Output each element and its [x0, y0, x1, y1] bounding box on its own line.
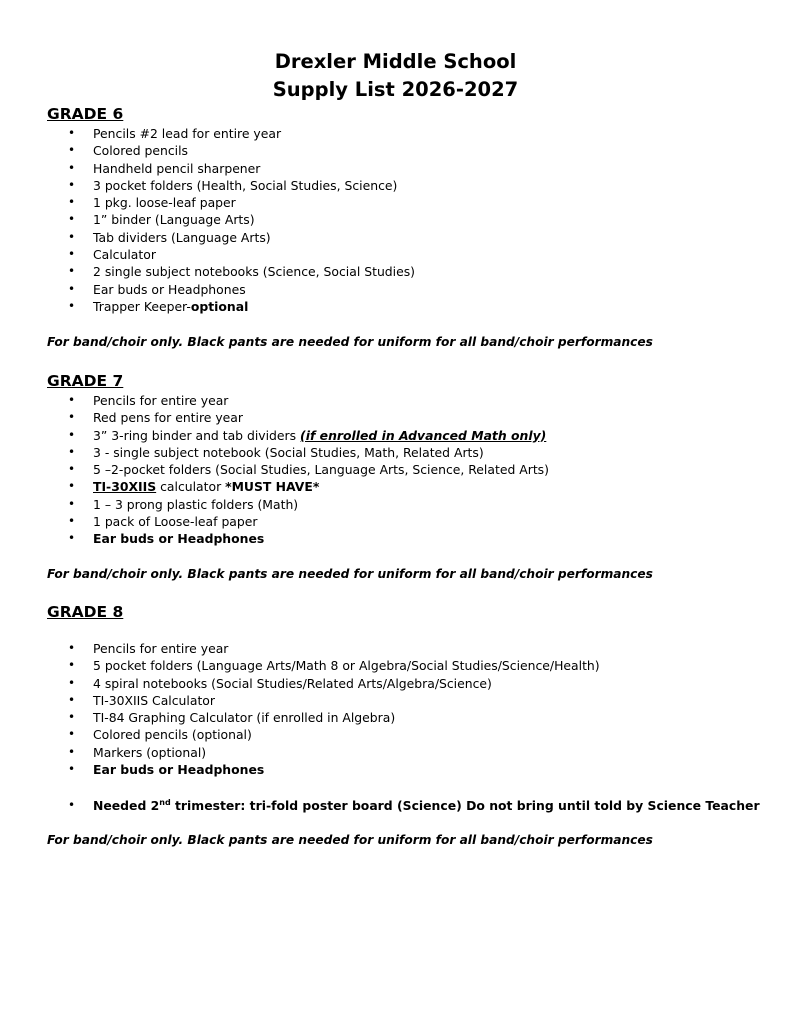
bullet-icon: • [68, 658, 76, 673]
bullet-icon: • [68, 727, 76, 742]
list-item: • Colored pencils [68, 143, 188, 159]
list-item: • Ear buds or Headphones [68, 531, 265, 547]
grade-7-list [0, 392, 549, 548]
bullet-icon: • [68, 514, 76, 529]
list-item: • Pencils #2 lead for entire year [68, 126, 282, 141]
bullet-icon: • [68, 143, 76, 158]
list-item: • Pencils for entire year [68, 641, 229, 656]
bullet-icon: • [68, 675, 76, 690]
list-item: • TI-30XIIS Calculator [68, 692, 215, 708]
bullet-icon: • [68, 641, 76, 655]
list-item: • 3” 3-ring binder and tab dividers (if enrolled in Advanced Math only) [68, 427, 547, 443]
bullet-icon: • [68, 298, 76, 313]
bullet-icon: • [68, 479, 76, 494]
bullet-icon: • [68, 264, 76, 279]
bullet-icon: • [68, 710, 76, 725]
list-item: • Ear buds or Headphones [68, 762, 265, 778]
bullet-icon: • [68, 798, 76, 812]
list-item: • 1 pack of Loose-leaf paper [68, 514, 258, 530]
list-item: • Ear buds or Headphones [68, 281, 246, 297]
page-title: Supply List 2026-2027 [272, 78, 519, 101]
list-item: • 1” binder (Language Arts) [68, 212, 255, 228]
bullet-icon: • [68, 496, 76, 511]
grade-6-heading: GRADE 6 [47, 105, 124, 123]
bullet-icon: • [68, 195, 76, 210]
bullet-icon: • [68, 281, 76, 296]
bullet-icon: • [68, 212, 76, 227]
list-item: • 5 pocket folders (Language Arts/Math 8 or Algebra/Social Studies/Science/Health) [68, 658, 600, 674]
list-item: • Tab dividers (Language Arts) [68, 229, 271, 245]
list-item: • Colored pencils (optional) [68, 727, 252, 743]
band-choir-note: For band/choir only. Black pants are needed for uniform for all band/choir performances [47, 833, 653, 847]
bullet-icon: • [68, 444, 76, 459]
bullet-icon: • [68, 744, 76, 759]
bullet-icon: • [68, 126, 76, 140]
grade-8-list [0, 640, 600, 778]
list-item: • 1 – 3 prong plastic folders (Math) [68, 496, 299, 512]
grade-8-heading: GRADE 8 [47, 603, 124, 621]
bullet-icon: • [68, 427, 76, 442]
grade-7-heading: GRADE 7 [47, 372, 124, 390]
list-item: • Red pens for entire year [68, 410, 243, 426]
list-item: • Handheld pencil sharpener [68, 160, 261, 176]
list-item: • 3 pocket folders (Health, Social Studies, Science) [68, 177, 398, 193]
bullet-icon: • [68, 410, 76, 425]
band-choir-note: For band/choir only. Black pants are needed for uniform for all band/choir performances [47, 335, 653, 349]
grade-8-list-extra [0, 797, 760, 814]
list-item: • 4 spiral notebooks (Social Studies/Related Arts/Algebra/Science) [68, 675, 492, 691]
bullet-icon: • [68, 531, 76, 546]
school-name: Drexler Middle School [274, 50, 517, 73]
list-item: • TI-30XIIS calculator *MUST HAVE* [68, 479, 320, 495]
list-item: • TI-84 Graphing Calculator (if enrolled in Algebra) [68, 710, 396, 726]
bullet-icon: • [68, 692, 76, 707]
bullet-icon: • [68, 160, 76, 175]
bullet-icon: • [68, 229, 76, 244]
list-item: • 1 pkg. loose-leaf paper [68, 195, 236, 211]
grade-6-list [0, 125, 415, 315]
list-item: • Pencils for entire year [68, 393, 229, 408]
bullet-icon: • [68, 177, 76, 192]
list-item: • Calculator [68, 247, 156, 263]
list-item: • Markers (optional) [68, 744, 207, 760]
bullet-icon: • [68, 393, 76, 407]
bullet-icon: • [68, 762, 76, 777]
band-choir-note: For band/choir only. Black pants are needed for uniform for all band/choir performances [47, 567, 653, 581]
list-item: • 3 - single subject notebook (Social Studies, Math, Related Arts) [68, 444, 484, 460]
list-item: • 2 single subject notebooks (Science, Social Studies) [68, 264, 416, 280]
list-item: • Trapper Keeper-optional [68, 298, 249, 314]
list-item: • Needed 2nd trimester: tri-fold poster board (Science) Do not bring until told by Science Teacher [68, 798, 760, 813]
bullet-icon: • [68, 462, 76, 477]
bullet-icon: • [68, 247, 76, 262]
list-item: • 5 –2-pocket folders (Social Studies, Language Arts, Science, Related Arts) [68, 462, 549, 478]
